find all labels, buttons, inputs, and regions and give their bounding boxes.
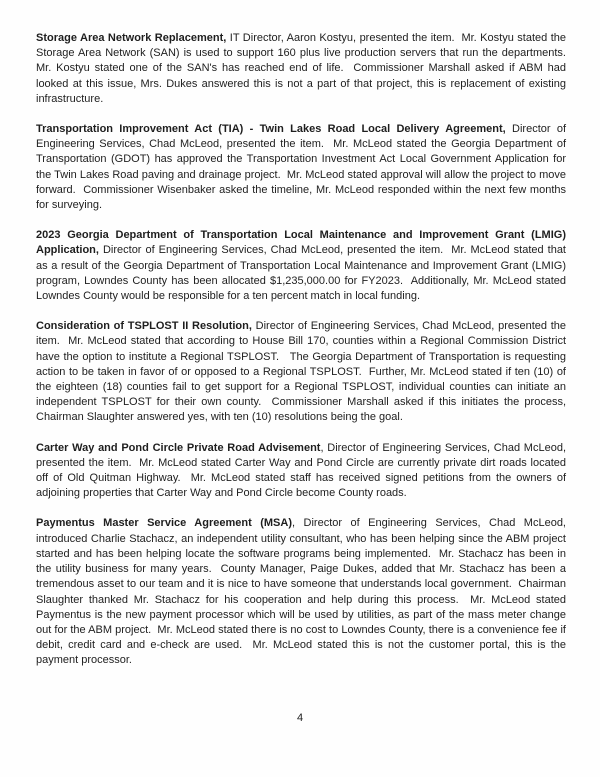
- paragraph-transportation-improvement-act: [36, 122, 570, 213]
- item-body: Director of Engineering Services, Chad McLeod, presented the item. Mr. McLeod stated that according to House Bill 170, counties within a Regional Commission District have the option to institute a Regional TSPLOST. The Georgia Department of Transportation is requesting action to be taken in favor of or opposed to a Regional TSPLOST. Further, Mr. McLeod stated if ten (10) of the eighteen (18) counties fail to get support for a Regional TSPLOST, individual counties can initiate an independent TSPLOST for their own county. Commissioner Marshall asked if this initiates the process, Chairman Slaughter answered yes, with ten (10) resolutions being the goal.: [36, 320, 570, 424]
- page-number: 4: [296, 712, 304, 724]
- item-heading: Consideration of TSPLOST II Resolution,: [36, 320, 252, 333]
- paragraph-carter-way-pond-circle: [36, 441, 570, 502]
- paragraph-tsplost-ii-resolution: [36, 319, 570, 425]
- minutes-content: [36, 31, 573, 684]
- item-heading: Paymentus Master Service Agreement (MSA): [36, 517, 292, 530]
- item-body: , Director of Engineering Services, Chad McLeod, introduced Charlie Stachacz, an independent utility consultant, who has been helping since the ABM project started and has been helping locate the software programs being implemented. Mr. Stachacz has been in the utility business for many years. County Manager, Paige Dukes, added that Mr. Stachacz has been a tremendous asset to our team and it is nice to have someone that understands local government. Chairman Slaughter thanked Mr. Stachacz for his cooperation and help during this process. Mr. McLeod stated Paymentus is the new payment processor which will be used by utilities, as part of the mass meter change out for the ABM project. Mr. McLeod stated there is no cost to Lowndes County, there is a convenience fee if debit, credit card and e-check are used. Mr. McLeod stated this is not the customer portal, this is the payment processor.: [36, 517, 570, 667]
- item-body: Director of Engineering Services, Chad McLeod, presented the item. Mr. McLeod stated the Georgia Department of Transportation (GDOT) has approved the Transportation Investment Act Local Government Application for the Twin Lakes Road paving and drainage project. Mr. McLeod stated approval will allow the project to move forward. Commissioner Wisenbaker asked the timeline, Mr. McLeod responded within the next few months for surveying.: [36, 123, 570, 212]
- item-body: , Director of Engineering Services, Chad McLeod, presented the item. Mr. McLeod stated Carter Way and Pond Circle are currently private dirt roads located off of Old Quitman Highway. Mr. McLeod stated staff has received signed petitions from the owners of adjoining properties that Carter Way and Pond Circle become County roads.: [36, 441, 570, 500]
- item-heading: Transportation Improvement Act (TIA) - Twin Lakes Road Local Delivery Agreement,: [36, 123, 506, 136]
- paragraph-storage-area-network: [36, 31, 573, 107]
- item-body: Director of Engineering Services, Chad McLeod, presented the item. Mr. McLeod stated that as a result of the Georgia Department of Transportation Local Maintenance and Improvement Grant (LMIG) program, Lowndes County has been allocated $1,235,000.00 for FY2023. Additionally, Mr. McLeod stated Lowndes County would be responsible for a ten percent match in local funding.: [36, 244, 570, 303]
- item-heading: Storage Area Network Replacement,: [36, 32, 227, 44]
- paragraph-lmig-application: [36, 228, 570, 304]
- item-heading: 2023 Georgia Department of Transportation Local Maintenance and Improvement Grant (LMIG) Application,: [36, 229, 569, 257]
- item-heading: Carter Way and Pond Circle Private Road Advisement: [36, 441, 321, 454]
- paragraph-paymentus-msa: [36, 516, 570, 668]
- item-body: IT Director, Aaron Kostyu, presented the item. Mr. Kostyu stated the Storage Area Network (SAN) is used to support 160 plus live production servers that run the departments. Mr. Kostyu stated one of the SAN's has reached end of life. Commissioner Marshall asked if ABM had looked at this issue, Mrs. Dukes answered this is not a part of that project, this is replacement of existing infrastructure.: [36, 32, 573, 105]
